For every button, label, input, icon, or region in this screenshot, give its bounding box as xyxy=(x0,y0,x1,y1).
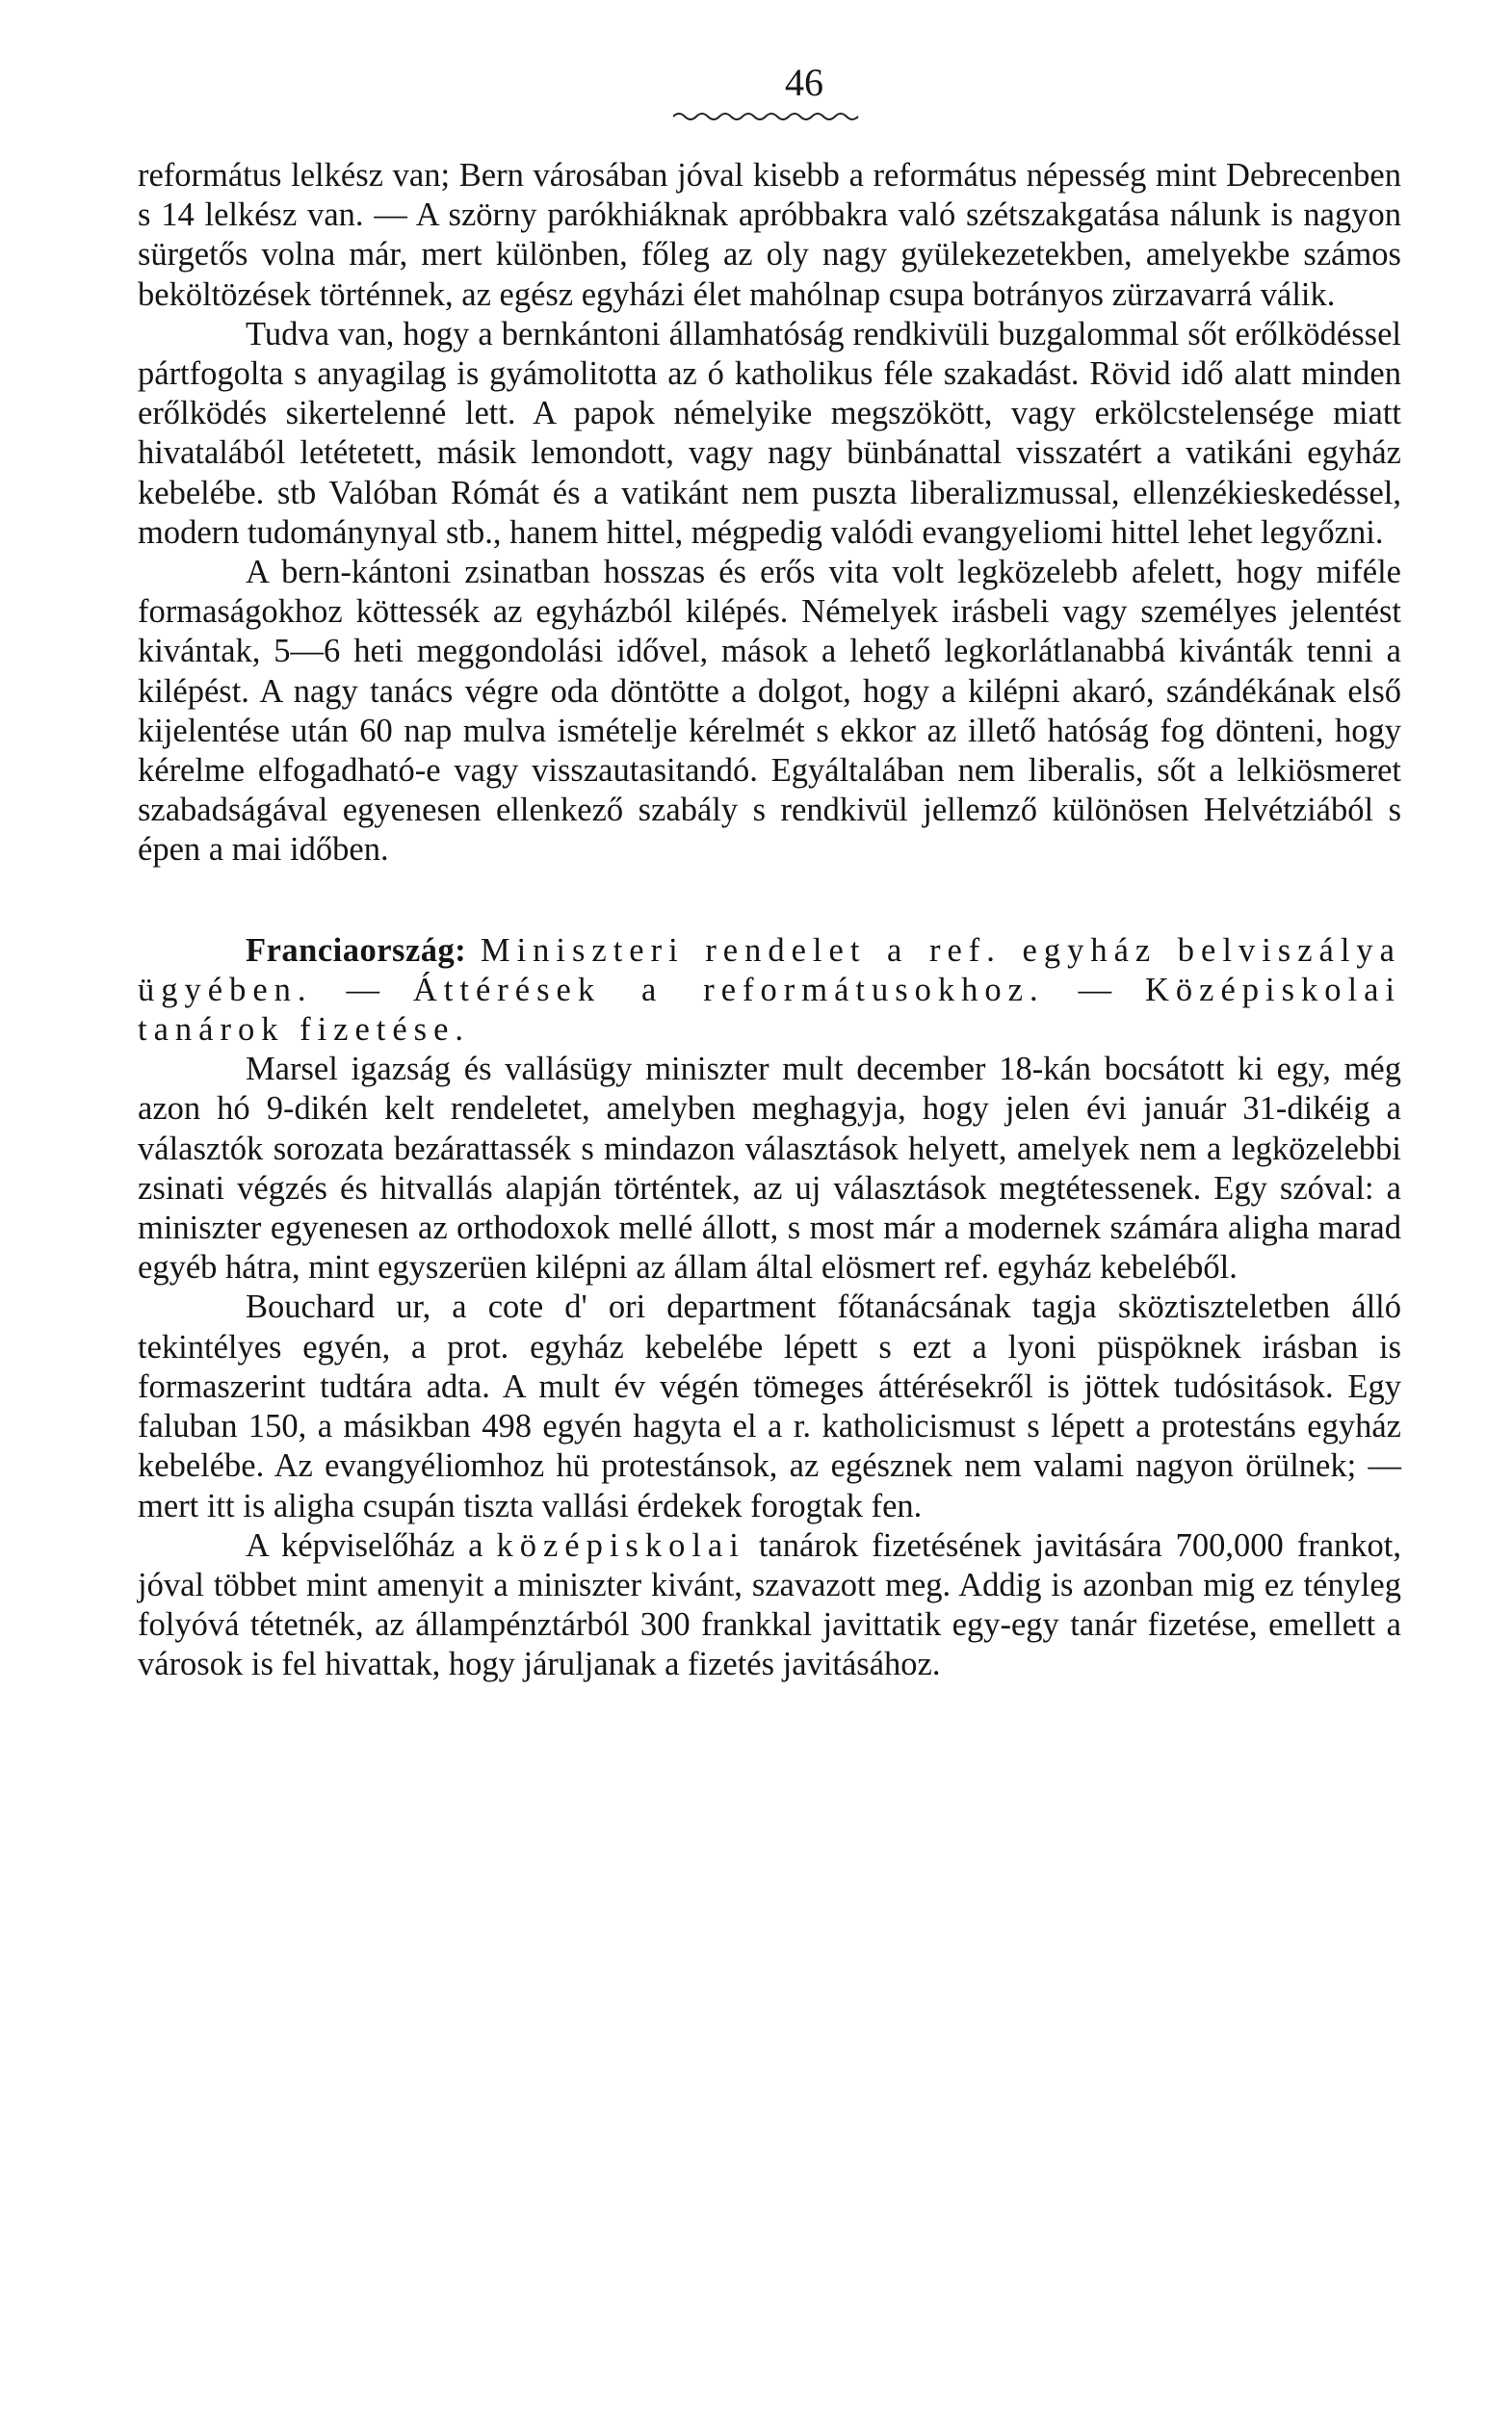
country-heading: Franciaország: xyxy=(246,931,467,969)
page-number: 46 xyxy=(785,61,823,104)
topic-conversions: Áttérések a reformátusokhoz. xyxy=(412,971,1045,1008)
paragraph-bernkantoni-allamhatosag: Tudva van, hogy a bernkántoni államhatóság rendkivüli buzgalommal sőt erőlködéssel pártfogolta s anyagilag is gyámolitotta az ó katholikus féle szakadást. Rövid idő alatt minden erőlködés sikertelenné lett. A papok némelyike megszökött, vagy erkölcstelensége miatt hivatalából letétetett, másik lemondott, vagy nagy bünbánattal visszatért a vatikáni egyház kebelébe. stb Valóban Rómát és a vatikánt nem puszta liberalizmussal, ellenzékieskedéssel, modern tudománynyal stb., hanem hittel, mégpedig valódi evangyeliomi hittel lehet legyőzni. xyxy=(138,315,1401,551)
wavy-rule-ornament-icon xyxy=(673,108,862,123)
section-divider-space xyxy=(138,871,1401,931)
paragraph-bern-kantoni-zsinat: A bern-kántoni zsinatban hosszas és erős vita volt legközelebb afelett, hogy miféle formaságokhoz köttessék az egyházból kilépés. Némelyek irásbeli vagy személyes jelentést kivántak, 5—6 heti meggondolási idővel, mások a lehető legkorlátlanabbá kivánták tenni a kilépést. A nagy tanács végre oda döntötte a dolgot, hogy a kilépni akaró, szándékának első kijelentése után 60 nap mulva ismételje kérelmét s ekkor az illető hatóság fog dönteni, hogy kérelme elfogadható-e vagy visszautasitandó. Egyáltalában nem liberalis, sőt a lelkiösmeret szabadságával egyenesen ellenkező szabály s rendkivül jellemző különösen Helvétziából s épen a mai időben. xyxy=(138,554,1401,869)
topic-dash-2: — xyxy=(1078,971,1112,1008)
topic-teacher-salaries: Középiskolai tanárok fizetése. xyxy=(138,971,1402,1049)
document-page xyxy=(138,58,1401,1685)
topic-ministerial-decree: Miniszteri rendelet a ref. egyház belviszálya ügyében. xyxy=(138,931,1401,1008)
section-heading-franciaorszag xyxy=(138,931,1401,1051)
topic-dash-1: — xyxy=(346,971,379,1008)
paragraph-kepviselohaz-rest: tanárok fizetésének javitására 700,000 frankot, jóval többet mint amenyit a miniszter kivánt, szavazott meg. Addig is azonban mig ez tényleg folyóvá tétetnék, az állampénztárból 300 frankkal javittatik egy-egy tanár fizetése, emellett a városok is fel hivattak, hogy járuljanak a fizetés javitásához. xyxy=(138,1526,1402,1683)
paragraph-reformatus-lelkesz: református lelkész van; Bern városában jóval kisebb a református népesség mint Debrecenben s 14 lelkész van. — A szörny parókhiáknak apróbbakra való szétszakgatása nálunk is nagyon sürgetős volna már, mert különben, főleg az oly nagy gyülekezetekben, amelyekbe számos beköltözések történnek, az egész egyházi élet mahólnap csupa botrányos zürzavarrá válik. xyxy=(138,157,1401,313)
emphasized-kozepiskolai: középiskolai xyxy=(496,1526,745,1564)
paragraph-kepviselohaz-start: A képviselőház a xyxy=(246,1526,483,1564)
paragraph-bouchard: Bouchard ur, a cote d' ori department főtanácsának tagja sköztiszteletben álló tekintélyes egyén, a prot. egyház kebelébe lépett s ezt a lyoni püspöknek irásban is formaszerint tudtára adta. A mult év végén tömeges áttérésekről is jöttek tudósitások. Egy faluban 150, a másikban 498 egyén hagyta el a r. katholicismust s lépett a protestáns egyház kebelébe. Az evangyéliomhoz hü protestánsok, az egésznek nem valami nagyon örülnek; — mert itt is aligha csupán tiszta vallási érdekek forogtak fen. xyxy=(138,1289,1401,1524)
paragraph-marsel-miniszter: Marsel igazság és vallásügy miniszter mult december 18-kán bocsátott ki egy, még azon hó 9-dikén kelt rendeletet, amelyben meghagyja, hogy jelen évi január 31-dikéig a választók sorozata bezárattassék s mindazon választások helyett, amelyek nem a legközelebbi zsinati végzés és hitvallás alapján történtek, az uj választások megtétessenek. Egy szóval: a miniszter egyenesen az orthodoxok mellé állott, s most már a modernek számára aligha marad egyéb hátra, mint egyszerüen kilépni az állam által elösmert ref. egyház kebeléből. xyxy=(138,1051,1401,1287)
paragraph-kepviselohaz xyxy=(138,1526,1401,1685)
